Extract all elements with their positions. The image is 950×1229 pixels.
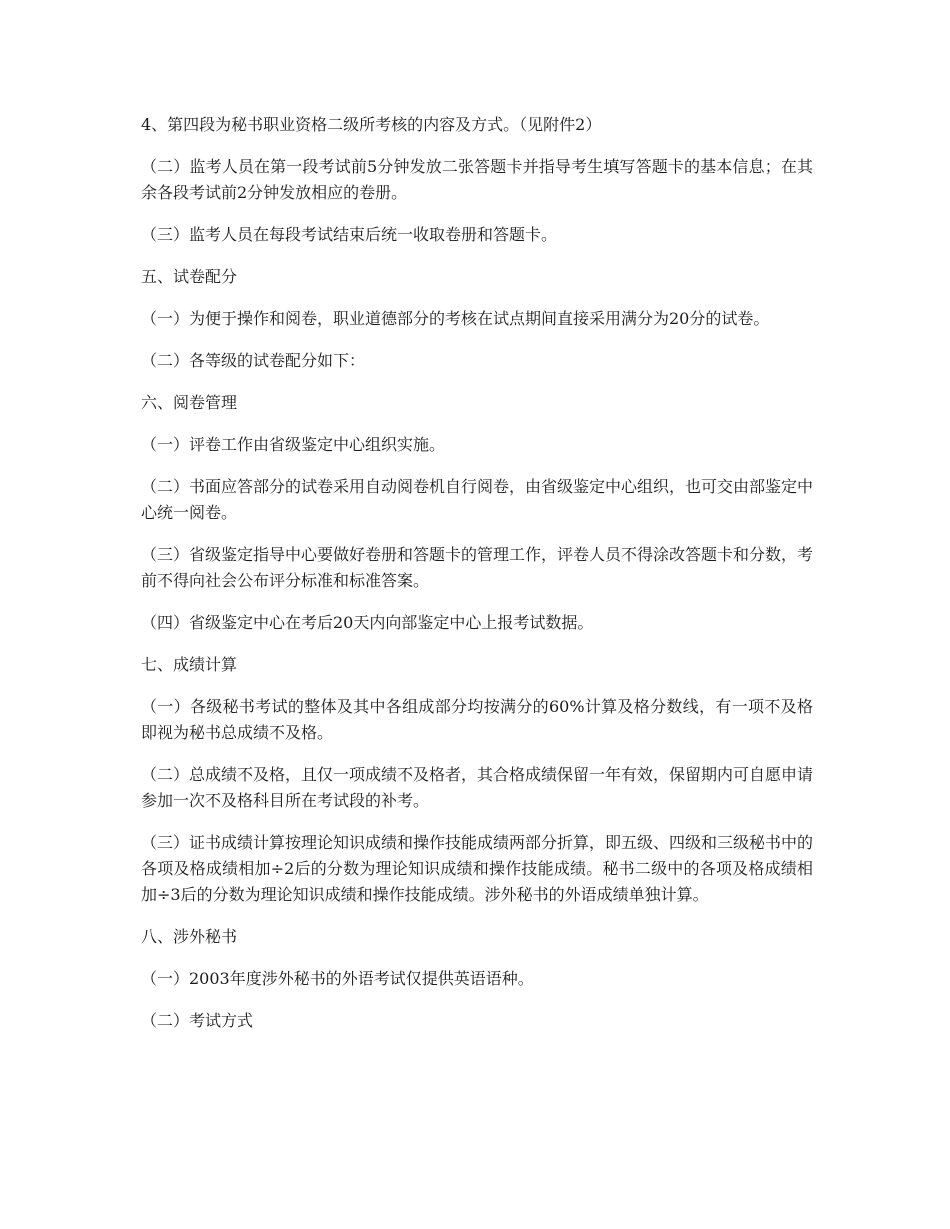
paragraph-invigilator-collect: （三）监考人员在每段考试结束后统一收取卷册和答题卡。 — [141, 225, 558, 244]
heading-grading-management: 六、阅卷管理 — [141, 393, 238, 412]
paragraph-data-reporting: （四）省级鉴定中心在考后20天内向部鉴定中心上报考试数据。 — [141, 613, 594, 632]
paragraph-invigilator-distribute: （二）监考人员在第一段考试前5分钟发放二张答题卡并指导考生填写答题卡的基本信息；在其余各段考试前2分钟发放相应的卷册。 — [141, 157, 813, 202]
paragraph-english-only: （一）2003年度涉外秘书的外语考试仅提供英语语种。 — [141, 969, 534, 988]
document-body — [141, 112, 813, 1050]
paragraph-section4-item4: 4、第四段为秘书职业资格二级所考核的内容及方式。（见附件2） — [141, 115, 602, 134]
paragraph-certificate-score: （三）证书成绩计算按理论知识成绩和操作技能成绩两部分折算，即五级、四级和三级秘书中的各项及格成绩相加÷2后的分数为理论知识成绩和操作技能成绩。秘书二级中的各项及格成绩相加÷3后的分数为理论知识成绩和操作技能成绩。涉外秘书的外语成绩单独计算。 — [141, 833, 814, 904]
paragraph-pass-line: （一）各级秘书考试的整体及其中各组成部分均按满分的60%计算及格分数线，有一项不及格即视为秘书总成绩不及格。 — [141, 697, 813, 742]
paragraph-auto-grading: （二）书面应答部分的试卷采用自动阅卷机自行阅卷，由省级鉴定中心组织，也可交由部鉴定中心统一阅卷。 — [141, 477, 814, 522]
paragraph-level-scoring: （二）各等级的试卷配分如下： — [141, 351, 366, 370]
heading-paper-scoring: 五、试卷配分 — [141, 267, 238, 286]
paragraph-retake: （二）总成绩不及格，且仅一项成绩不及格者，其合格成绩保留一年有效，保留期内可自愿申请参加一次不及格科目所在考试段的补考。 — [141, 765, 814, 810]
paragraph-exam-method: （二）考试方式 — [141, 1011, 254, 1030]
paragraph-ethics-scoring: （一）为便于操作和阅卷，职业道德部分的考核在试点期间直接采用满分为20分的试卷。 — [141, 309, 770, 328]
paragraph-grading-organization: （一）评卷工作由省级鉴定中心组织实施。 — [141, 435, 446, 454]
paragraph-answer-sheet-management: （三）省级鉴定指导中心要做好卷册和答题卡的管理工作，评卷人员不得涂改答题卡和分数，考前不得向社会公布评分标准和标准答案。 — [141, 545, 814, 590]
heading-score-calculation: 七、成绩计算 — [141, 655, 238, 674]
heading-foreign-secretary: 八、涉外秘书 — [141, 927, 238, 946]
